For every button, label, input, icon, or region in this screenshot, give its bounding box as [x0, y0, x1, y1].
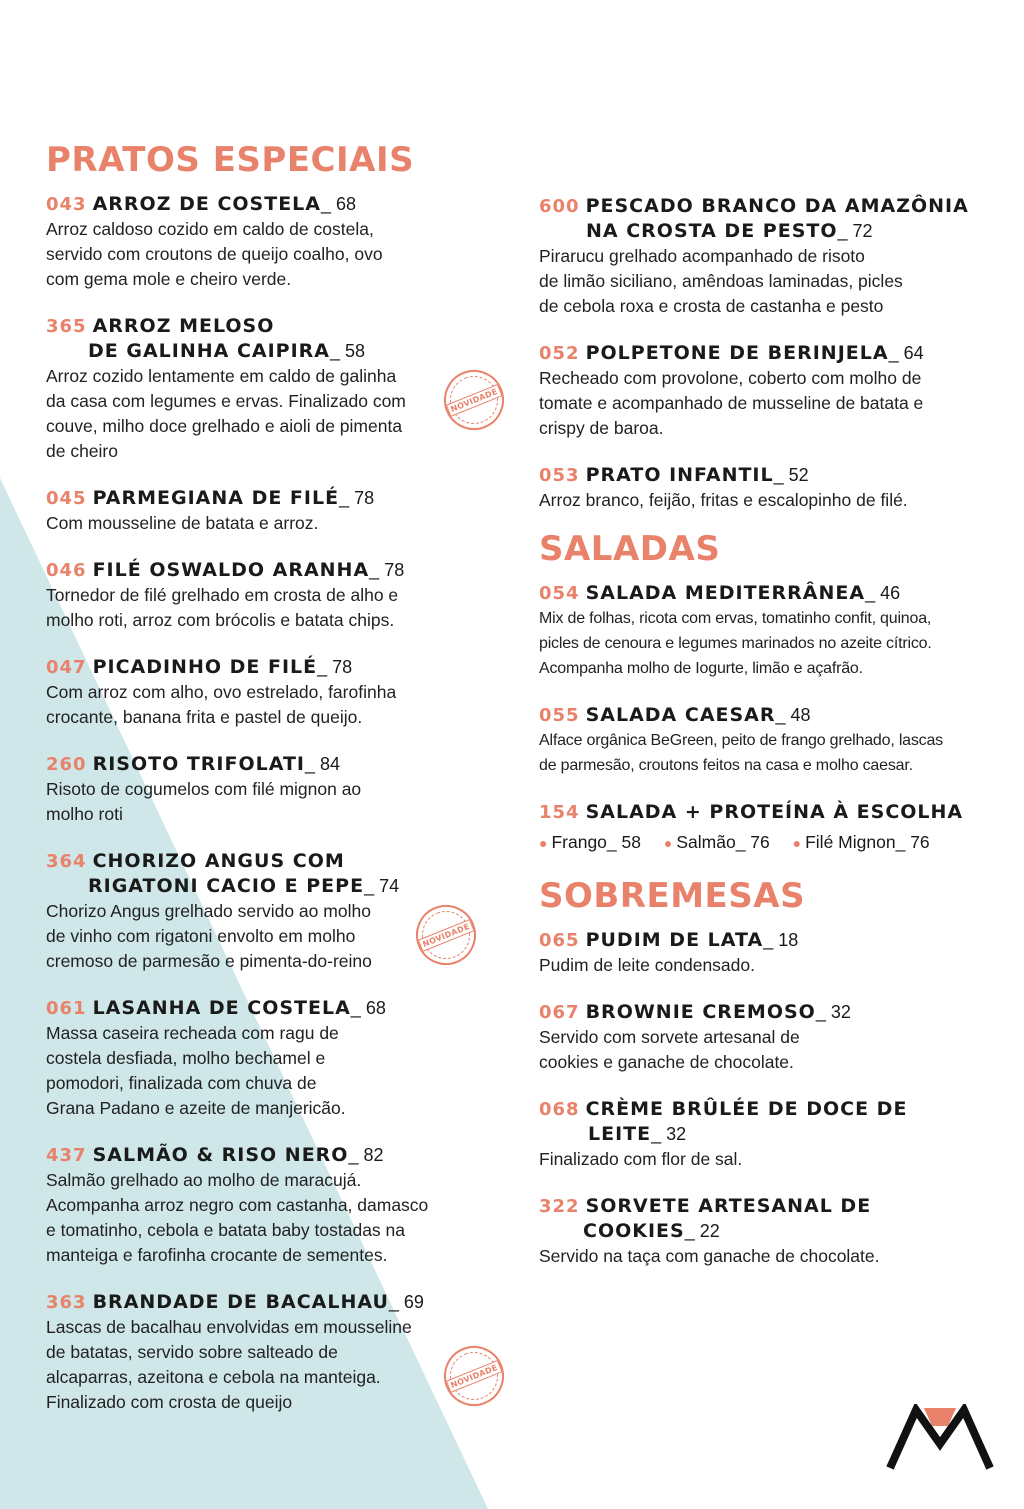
item-code: 365 [46, 316, 87, 337]
item-description: Arroz branco, feijão, fritas e escalopinho de filé. [539, 490, 908, 510]
item-name: PICADINHO DE FILÉ [92, 656, 318, 678]
menu-item [46, 655, 466, 730]
item-name: SALADA + PROTEÍNA À ESCOLHA [585, 801, 964, 823]
section-title-sobremesas: SOBREMESAS [539, 876, 806, 916]
item-price: _ 46 [865, 583, 900, 603]
option-salmao: ● Salmão_ 76 [664, 832, 770, 852]
item-description: Finalizado com flor de sal. [539, 1149, 743, 1169]
item-name-cont: COOKIES [583, 1220, 685, 1242]
item-description: Servido com sorvete artesanal de cookies e ganache de chocolate. [539, 1027, 800, 1072]
right-column [539, 194, 989, 1291]
menu-item [46, 192, 466, 292]
item-name: PUDIM DE LATA [585, 929, 764, 951]
item-price: _ 52 [774, 465, 809, 485]
item-price: _ 58 [330, 341, 365, 361]
item-code: 600 [539, 196, 580, 217]
item-name-cont: LEITE [588, 1123, 652, 1145]
item-description: Mix de folhas, ricota com ervas, tomatinho confit, quinoa, picles de cenoura e legumes marinados no azeite cítrico. Acompanha molho de Iogurte, limão e açafrão. [539, 610, 932, 677]
item-name: CHORIZO ANGUS COM [92, 850, 345, 872]
item-price: _ 84 [305, 754, 340, 774]
left-column [46, 138, 499, 1437]
item-code: 045 [46, 488, 87, 509]
item-price: _ 64 [889, 343, 924, 363]
item-price: _ 32 [816, 1002, 851, 1022]
item-description: Com mousseline de batata e arroz. [46, 513, 319, 533]
menu-item [46, 1290, 499, 1415]
item-description: Massa caseira recheada com ragu de costela desfiada, molho bechamel e pomodori, finalizada com chuva de Grana Padano e azeite de manjericão. [46, 1023, 346, 1118]
item-price: _ 78 [317, 657, 352, 677]
novidade-badge: NOVIDADE [407, 896, 485, 974]
menu-item [539, 703, 989, 778]
protein-options [539, 829, 989, 856]
item-code: 067 [539, 1002, 580, 1023]
item-code: 154 [539, 802, 580, 823]
item-code: 437 [46, 1145, 87, 1166]
menu-item [46, 752, 466, 827]
menu-item [46, 486, 466, 536]
menu-item [539, 581, 989, 681]
menu-item [46, 1143, 466, 1268]
item-code: 322 [539, 1196, 580, 1217]
item-name: ARROZ DE COSTELA [92, 193, 321, 215]
item-description: Arroz cozido lentamente em caldo de galinha da casa com legumes e ervas. Finalizado com couve, milho doce grelhado e aioli de pimenta de cheiro [46, 366, 406, 461]
item-name: SALADA MEDITERRÂNEA [585, 582, 866, 604]
item-code: 054 [539, 583, 580, 604]
menu-item [539, 341, 989, 441]
item-name: BROWNIE CREMOSO [585, 1001, 816, 1023]
item-code: 053 [539, 465, 580, 486]
item-price: _ 69 [389, 1292, 424, 1312]
item-description: Alface orgânica BeGreen, peito de frango grelhado, lascas de parmesão, croutons feitos na casa e molho caesar. [539, 732, 943, 774]
item-price: _ 74 [364, 876, 399, 896]
item-description: Salmão grelhado ao molho de maracujá. Acompanha arroz negro com castanha, damasco e tomatinho, cebola e batata baby tostadas na manteiga e farofinha crocante de sementes. [46, 1170, 429, 1265]
item-code: 055 [539, 705, 580, 726]
item-price: _ 32 [651, 1124, 686, 1144]
menu-item [46, 996, 466, 1121]
item-code: 043 [46, 194, 87, 215]
item-code: 364 [46, 851, 87, 872]
menu-item [539, 1194, 989, 1269]
item-price: _ 78 [339, 488, 374, 508]
item-description: Recheado com provolone, coberto com molho de tomate e acompanhado de musseline de batata e crispy de baroa. [539, 368, 924, 438]
item-price: _ 82 [348, 1145, 383, 1165]
section-title-pratos-especiais: PRATOS ESPECIAIS [46, 140, 415, 180]
item-name: SALADA CAESAR [585, 704, 776, 726]
item-price: _ 68 [351, 998, 386, 1018]
item-name: POLPETONE DE BERINJELA [585, 342, 889, 364]
menu-item [539, 194, 989, 319]
menu-item [46, 849, 471, 974]
item-name: PESCADO BRANCO DA AMAZÔNIA [585, 195, 969, 217]
item-code: 061 [46, 998, 87, 1019]
item-description: Com arroz com alho, ovo estrelado, farofinha crocante, banana frita e pastel de queijo. [46, 682, 397, 727]
item-name-cont: DE GALINHA CAIPIRA [88, 340, 331, 362]
item-code: 052 [539, 343, 580, 364]
item-code: 068 [539, 1099, 580, 1120]
menu-item [46, 314, 499, 464]
item-description: Pudim de leite condensado. [539, 955, 755, 975]
option-frango: ● Frango_ 58 [539, 832, 641, 852]
item-code: 047 [46, 657, 87, 678]
menu-item [539, 463, 989, 513]
menu-item [539, 928, 989, 978]
item-description: Lascas de bacalhau envolvidas em mousseline de batatas, servido sobre salteado de alcaparras, azeitona e cebola na manteiga. Finalizado com crosta de queijo [46, 1317, 412, 1412]
item-code: 363 [46, 1292, 87, 1313]
item-name-cont: NA CROSTA DE PESTO [586, 220, 838, 242]
item-price: _ 22 [685, 1221, 720, 1241]
item-name: LASANHA DE COSTELA [92, 997, 351, 1019]
option-file-mignon: ● Filé Mignon_ 76 [793, 832, 930, 852]
bullet-icon: ● [792, 835, 802, 851]
item-price: _ 72 [838, 221, 873, 241]
item-name: ARROZ MELOSO [92, 315, 275, 337]
menu-item [539, 1000, 989, 1075]
item-code: 260 [46, 754, 87, 775]
item-price: _ 18 [763, 930, 798, 950]
bullet-icon: ● [663, 835, 673, 851]
item-code: 046 [46, 560, 87, 581]
item-price: _ 78 [369, 560, 404, 580]
novidade-badge: NOVIDADE [435, 1337, 513, 1415]
item-name: RISOTO TRIFOLATI [92, 753, 305, 775]
item-description: Tornedor de filé grelhado em crosta de alho e molho roti, arroz com brócolis e batata chips. [46, 585, 399, 630]
item-code: 065 [539, 930, 580, 951]
item-name: PARMEGIANA DE FILÉ [92, 487, 340, 509]
item-name-cont: RIGATONI CACIO E PEPE [88, 875, 365, 897]
item-description: Servido na taça com ganache de chocolate. [539, 1246, 880, 1266]
menu-item [539, 800, 989, 856]
item-name: SORVETE ARTESANAL DE [585, 1195, 872, 1217]
section-title-saladas: SALADAS [539, 529, 721, 569]
item-price: _ 48 [776, 705, 811, 725]
item-description: Arroz caldoso cozido em caldo de costela, servido com croutons de queijo coalho, ovo com gema mole e cheiro verde. [46, 219, 383, 289]
bullet-icon: ● [539, 835, 548, 851]
m-logo-icon [886, 1404, 994, 1472]
novidade-badge: NOVIDADE [435, 361, 513, 439]
item-description: Risoto de cogumelos com filé mignon ao molho roti [46, 779, 362, 824]
item-name: SALMÃO & RISO NERO [92, 1144, 349, 1166]
item-name: CRÈME BRÛLÉE DE DOCE DE [585, 1098, 908, 1120]
item-name: BRANDADE DE BACALHAU [92, 1291, 389, 1313]
item-name: FILÉ OSWALDO ARANHA [92, 559, 370, 581]
item-price: _ 68 [321, 194, 356, 214]
item-name: PRATO INFANTIL [585, 464, 774, 486]
menu-item [539, 1097, 989, 1172]
item-description: Chorizo Angus grelhado servido ao molho de vinho com rigatoni envolto em molho cremoso de parmesão e pimenta-do-reino [46, 901, 372, 971]
menu-item [46, 558, 466, 633]
item-description: Pirarucu grelhado acompanhado de risoto de limão siciliano, amêndoas laminadas, picles de cebola roxa e crosta de castanha e pesto [539, 246, 903, 316]
